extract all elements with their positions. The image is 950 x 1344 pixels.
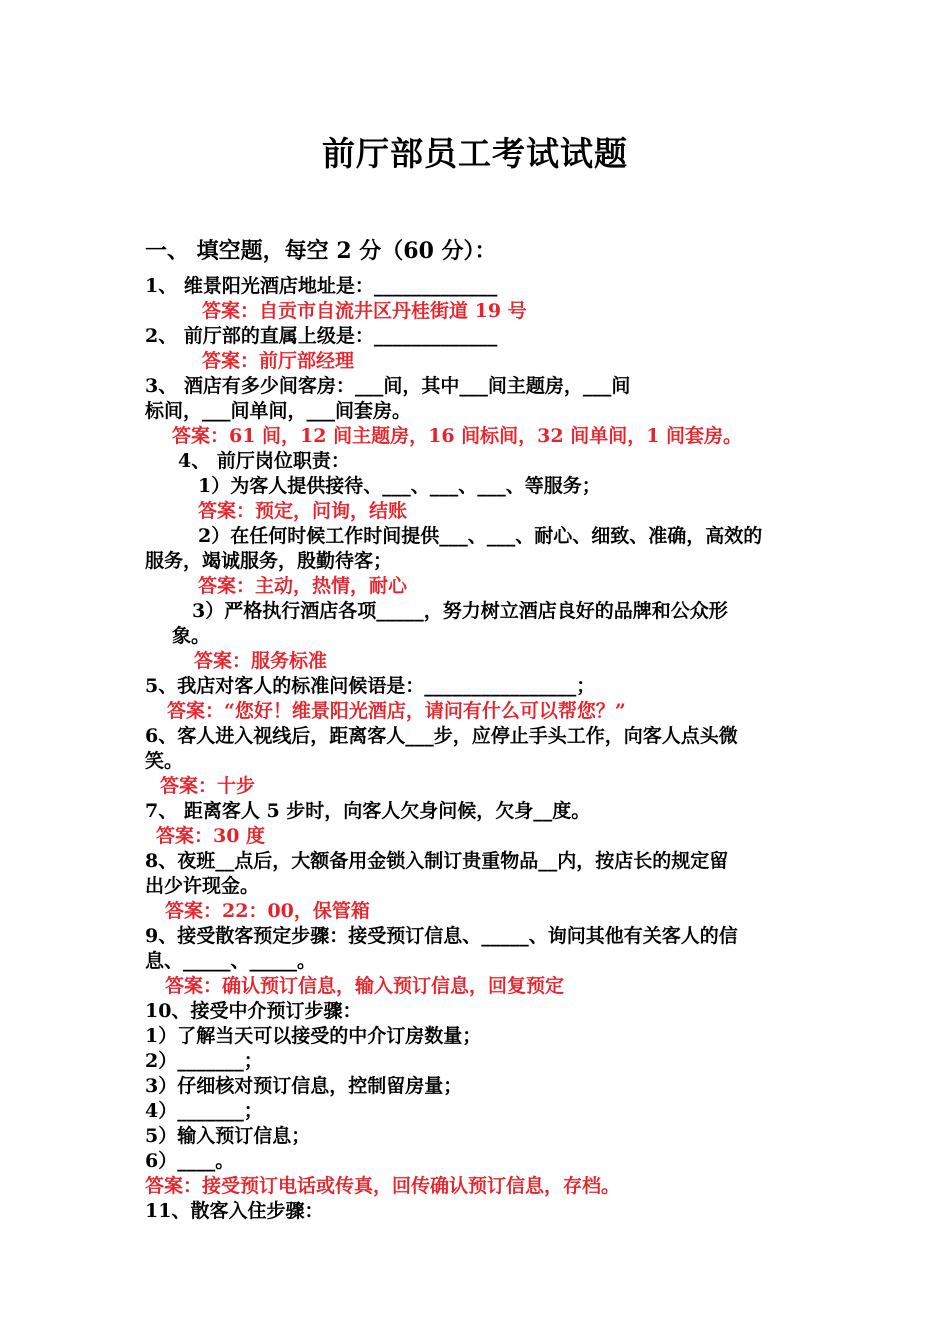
answer-line: 答案：服务标准 (194, 650, 328, 672)
question-line: 3）严格执行酒店各项_____，努力树立酒店良好的品牌和公众形 (192, 600, 728, 622)
question-line: 6、客人进入视线后，距离客人___步，应停止手头工作，向客人点头微 (145, 725, 738, 747)
question-line: 6）____。 (145, 1150, 235, 1172)
question-line: 3）仔细核对预订信息，控制留房量； (145, 1075, 463, 1097)
question-line: 11、散客入住步骤： (145, 1200, 324, 1222)
question-line: 服务，竭诚服务，殷勤待客； (145, 550, 393, 572)
question-line: 10、接受中介预订步骤： (145, 1000, 362, 1022)
question-line: 1、 维景阳光酒店地址是：_____________ (145, 275, 498, 297)
answer-line: 答案：确认预订信息，输入预订信息，回复预定 (165, 975, 565, 997)
answer-line: 答案：61 间，12 间主题房，16 间标间，32 间单间，1 间套房。 (172, 425, 743, 447)
question-line: 7、 距离客人 5 步时，向客人欠身问候，欠身__度。 (145, 800, 591, 822)
question-line: 象。 (172, 625, 211, 647)
question-line: 2）_______； (145, 1050, 263, 1072)
question-line: 8、夜班__点后，大额备用金锁入制订贵重物品__内，按店长的规定留 (145, 850, 729, 872)
question-line: 3、 酒店有多少间客房：___间，其中___间主题房，___间 (145, 375, 631, 397)
page-title: 前厅部员工考试试题 (322, 134, 628, 173)
question-line: 1）为客人提供接待、___、___、___、等服务； (198, 475, 601, 497)
question-line: 4）_______； (145, 1100, 263, 1122)
answer-line: 答案：22：00，保管箱 (165, 900, 370, 922)
answer-line: 答案：十步 (160, 775, 256, 797)
question-line: 5）输入预订信息； (145, 1125, 311, 1147)
question-line: 1）了解当天可以接受的中介订房数量； (145, 1025, 482, 1047)
answer-line: 答案：预定，问询，结账 (198, 500, 408, 522)
answer-line: 答案：前厅部经理 (202, 350, 355, 372)
section-heading: 一、 填空题，每空 2 分（60 分）： (145, 238, 497, 264)
answer-line: 答案：自贡市自流井区丹桂街道 19 号 (202, 300, 527, 322)
question-line: 出少许现金。 (145, 875, 260, 897)
question-line: 2）在任何时候工作时间提供___、___、耐心、细致、准确，高效的 (198, 525, 763, 547)
question-line: 标间，___间单间，___间套房。 (145, 400, 412, 422)
answer-line: 答案：接受预订电话或传真，回传确认预订信息，存档。 (145, 1175, 621, 1197)
question-line: 4、 前厅岗位职责： (178, 450, 350, 472)
question-line: 息、_____、_____。 (145, 950, 317, 972)
question-line: 9、接受散客预定步骤：接受预订信息、_____、询问其他有关客人的信 (145, 925, 738, 947)
answer-line: 答案：30 度 (156, 825, 266, 847)
answer-line: 答案：“您好！维景阳光酒店，请问有什么可以帮您？” (167, 700, 626, 722)
question-line: 笑。 (145, 750, 184, 772)
answer-line: 答案：主动，热情，耐心 (198, 575, 408, 597)
question-line: 2、 前厅部的直属上级是：_____________ (145, 325, 498, 347)
question-line: 5、我店对客人的标准问候语是：________________； (145, 675, 596, 697)
